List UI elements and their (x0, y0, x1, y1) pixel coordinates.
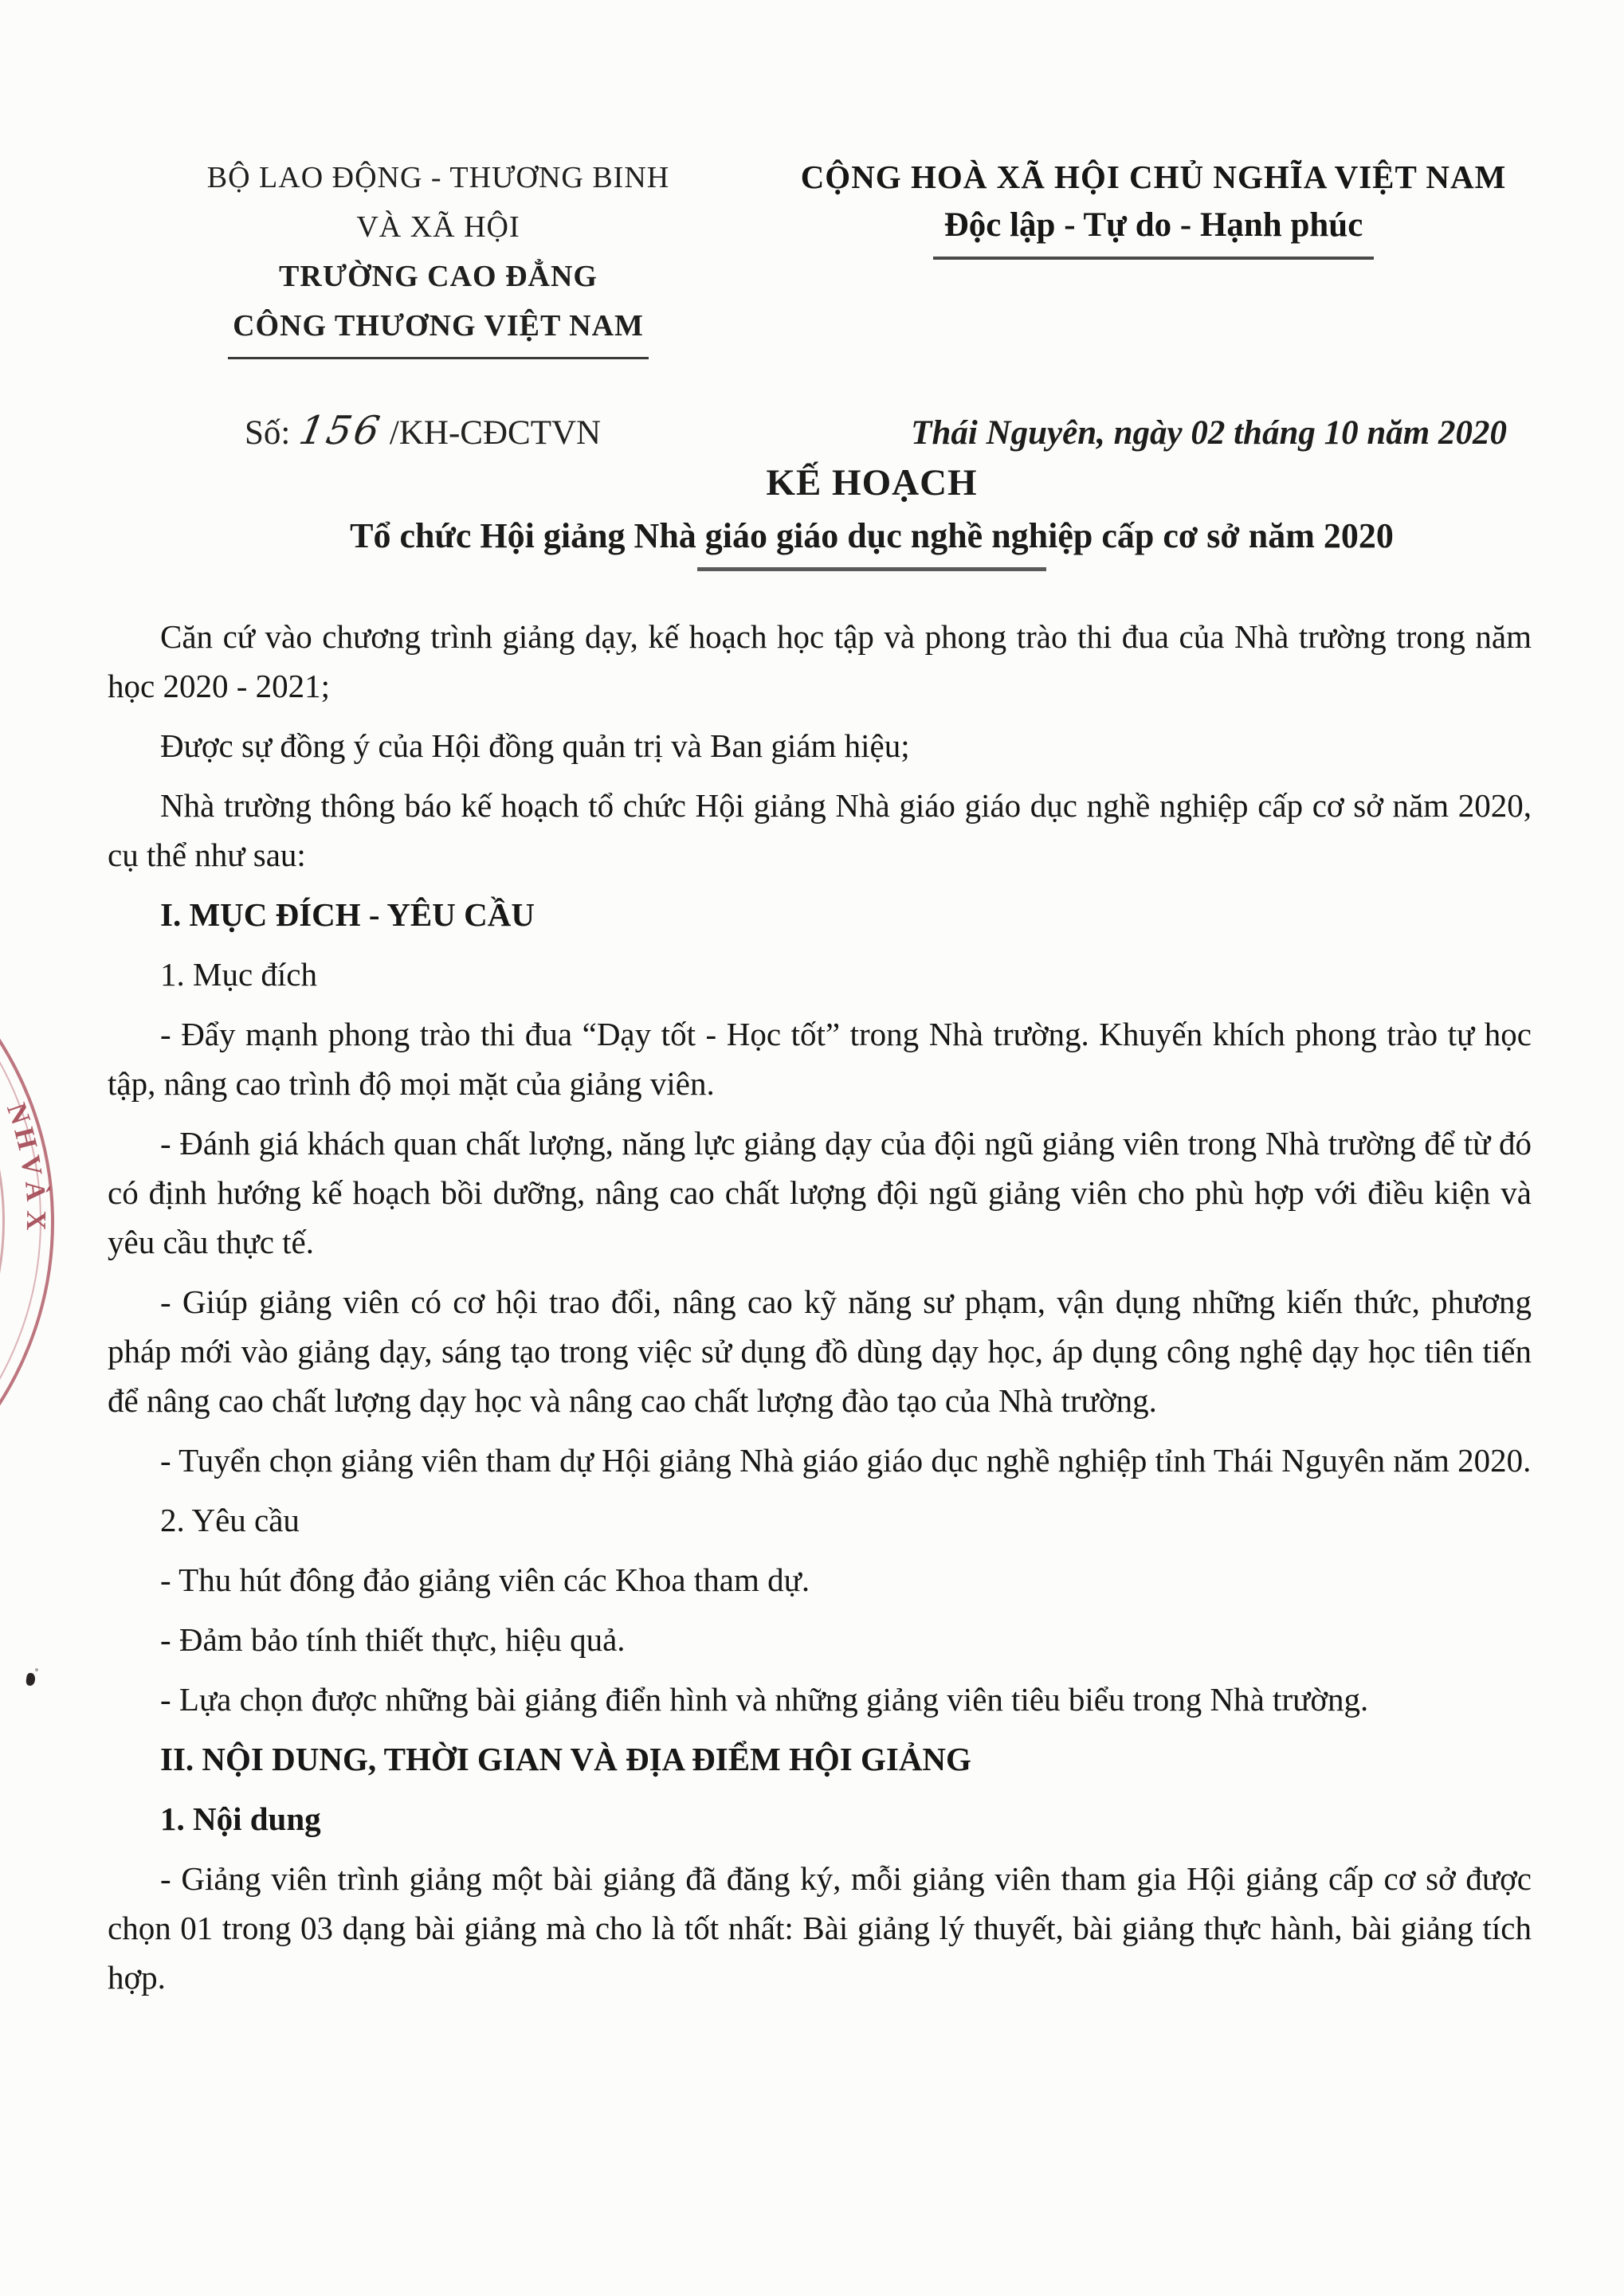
paragraph: - Đẩy mạnh phong trào thi đua “Dạy tốt - Học tốt” trong Nhà trường. Khuyến khích phong trào tự học tập, nâng cao trình độ mọi mặt của giảng viên. (108, 1016, 1532, 1102)
paragraph: - Thu hút đông đảo giảng viên các Khoa tham dự. (160, 1561, 810, 1598)
meta-row (108, 408, 1534, 453)
national-title: CỘNG HOÀ XÃ HỘI CHỦ NGHĨA VIỆT NAM (800, 159, 1507, 195)
document-body (108, 612, 1532, 2012)
ink-speck (25, 1672, 36, 1686)
section-heading-2: II. NỘI DUNG, THỜI GIAN VÀ ĐỊA ĐIỂM HỘI GIẢNG (160, 1741, 971, 1777)
paragraph: - Đảm bảo tính thiết thực, hiệu quả. (160, 1621, 626, 1658)
school-name-line1: TRƯỜNG CAO ĐẲNG (279, 260, 598, 293)
paragraph: Được sự đồng ý của Hội đồng quản trị và Ban giám hiệu; (160, 727, 910, 764)
stamp-letter: V (14, 1153, 49, 1178)
title-block (120, 460, 1624, 571)
stamp-letter: À (18, 1179, 53, 1203)
numbered-item: 1. Mục đích (160, 956, 317, 993)
stamp-letter: H (8, 1123, 44, 1153)
document-number-label: Số: (245, 414, 291, 452)
parent-ministry-line2: VÀ XÃ HỘI (356, 210, 520, 244)
school-name-underlined: CÔNG THƯƠNG VIỆT NAM (228, 301, 649, 359)
paragraph: Căn cứ vào chương trình giảng dạy, kế hoạch học tập và phong trào thi đua của Nhà trường trong năm học 2020 - 2021; (108, 618, 1532, 704)
sub-heading: 1. Nội dung (160, 1800, 321, 1837)
national-header-block (717, 153, 1590, 260)
document-title: KẾ HOẠCH (766, 462, 978, 503)
place-and-date: Thái Nguyên, ngày 02 tháng 10 năm 2020 (911, 414, 1507, 452)
ink-speck (35, 1668, 38, 1671)
national-motto: Độc lập - Tự do - Hạnh phúc (933, 202, 1375, 260)
document-number-handwritten: 156 (296, 408, 386, 453)
section-heading-1: I. MỤC ĐÍCH - YÊU CẦU (160, 896, 535, 933)
stamp-letter: X (20, 1210, 53, 1231)
paragraph: - Đánh giá khách quan chất lượng, năng lực giảng dạy của đội ngũ giảng viên trong Nhà trường để từ đó có định hướng kế hoạch bồi dưỡng, nâng cao chất lượng đội ngũ giảng viên cho phù hợp với điều kiện và yêu cầu thực tế. (108, 1125, 1532, 1260)
stamp-letter: N (0, 1099, 37, 1129)
subtitle-underline (697, 567, 1046, 571)
paragraph: Nhà trường thông báo kế hoạch tổ chức Hội giảng Nhà giáo giáo dục nghề nghiệp cấp cơ sở năm 2020, cụ thể như sau: (108, 787, 1532, 873)
paragraph: - Giúp giảng viên có cơ hội trao đổi, nâng cao kỹ năng sư phạm, vận dụng những kiến thức, phương pháp mới vào giảng dạy, sáng tạo trong việc sử dụng đồ dùng dạy học, áp dụng công nghệ dạy học tiên tiến để nâng cao chất lượng dạy học và nâng cao chất lượng đào tạo của Nhà trường. (108, 1283, 1532, 1419)
parent-ministry-line1: BỘ LAO ĐỘNG - THƯƠNG BINH (206, 161, 670, 194)
paragraph: - Tuyển chọn giảng viên tham dự Hội giảng Nhà giáo giáo dục nghề nghiệp tỉnh Thái Nguyên năm 2020. (160, 1442, 1532, 1479)
paragraph: - Giảng viên trình giảng một bài giảng đã đăng ký, mỗi giảng viên tham gia Hội giảng cấp cơ sở được chọn 01 trong 03 dạng bài giảng mà cho là tốt nhất: Bài giảng lý thuyết, bài giảng thực hành, bài giảng tích hợp. (108, 1860, 1532, 1996)
document-number (245, 408, 601, 453)
document-subtitle: Tổ chức Hội giảng Nhà giáo giáo dục nghề nghiệp cấp cơ sở năm 2020 (350, 516, 1394, 555)
numbered-item: 2. Yêu cầu (160, 1502, 300, 1538)
issuing-org-block (163, 153, 713, 359)
stamp-inner-ring (0, 932, 5, 1510)
paragraph: - Lựa chọn được những bài giảng điển hình và những giảng viên tiêu biểu trong Nhà trường. (160, 1681, 1369, 1718)
school-name-line2 (163, 301, 713, 359)
document-number-code: /KH-CĐCTVN (389, 414, 602, 452)
